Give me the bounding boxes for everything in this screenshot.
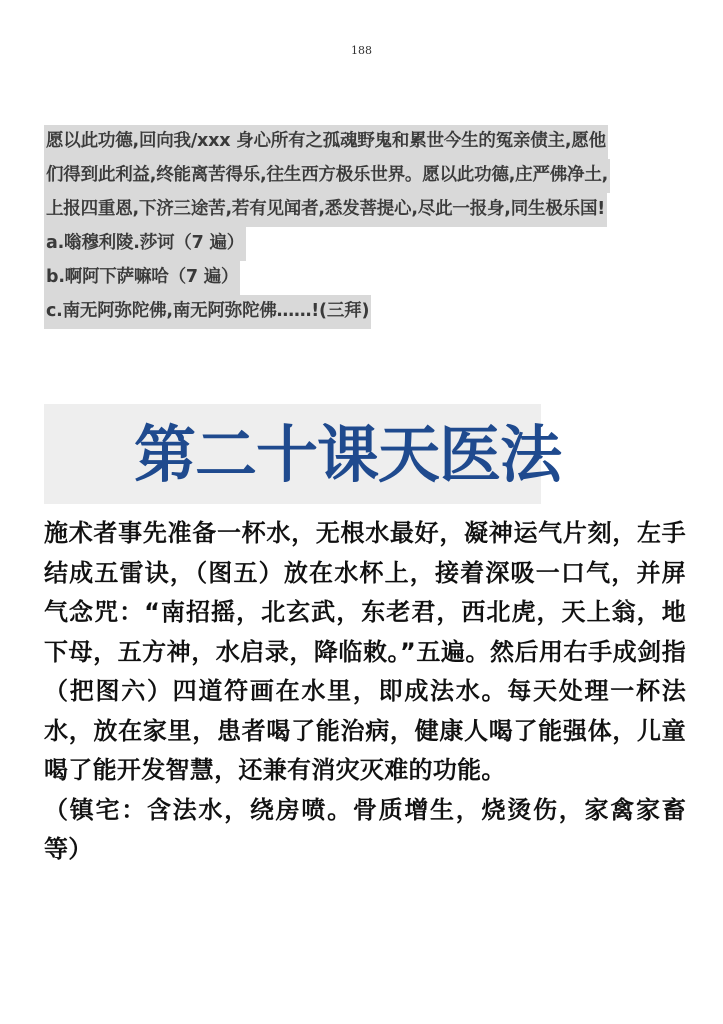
- lesson-title-box: [44, 404, 562, 504]
- dedication-line: 上报四重恩,下济三途苦,若有见闻者,悉发菩提心,尽此一报身,同生极乐国!: [44, 193, 607, 227]
- mantra-line-a: a.嗡穆利陵.莎诃（7 遍）: [44, 227, 246, 261]
- dedication-block: [44, 125, 684, 329]
- dedication-line: 愿以此功德,回向我/xxx 身心所有之孤魂野鬼和累世今生的冤亲债主,愿他: [44, 125, 608, 159]
- mantra-line-c: c.南无阿弥陀佛,南无阿弥陀佛……!(三拜): [44, 295, 371, 329]
- dedication-line: 们得到此利益,终能离苦得乐,往生西方极乐世界。愿以此功德,庄严佛净土,: [44, 159, 610, 193]
- mantra-line-b: b.啊阿下萨嘛哈（7 遍）: [44, 261, 240, 295]
- page-number: 188: [351, 44, 372, 57]
- lesson-paragraph: 施术者事先准备一杯水，无根水最好，凝神运气片刻，左手结成五雷诀，（图五）放在水杯上，接着深吸一口气，并屏气念咒：“南招摇，北玄武，东老君，西北虎，天上翁，地下母，五方神，水启录，降临敕。”五遍。然后用右手成剑指（把图六）四道符画在水里，即成法水。每天处理一杯法水，放在家里，患者喝了能治病，健康人喝了能强体，儿童喝了能开发智慧，还兼有消灾灭难的功能。: [44, 519, 686, 784]
- lesson-title: 第二十课天医法: [134, 418, 562, 491]
- lesson-body: [44, 514, 686, 870]
- lesson-note: （镇宅：含法水，绕房喷。骨质增生，烧烫伤，家禽家畜等）: [44, 795, 686, 863]
